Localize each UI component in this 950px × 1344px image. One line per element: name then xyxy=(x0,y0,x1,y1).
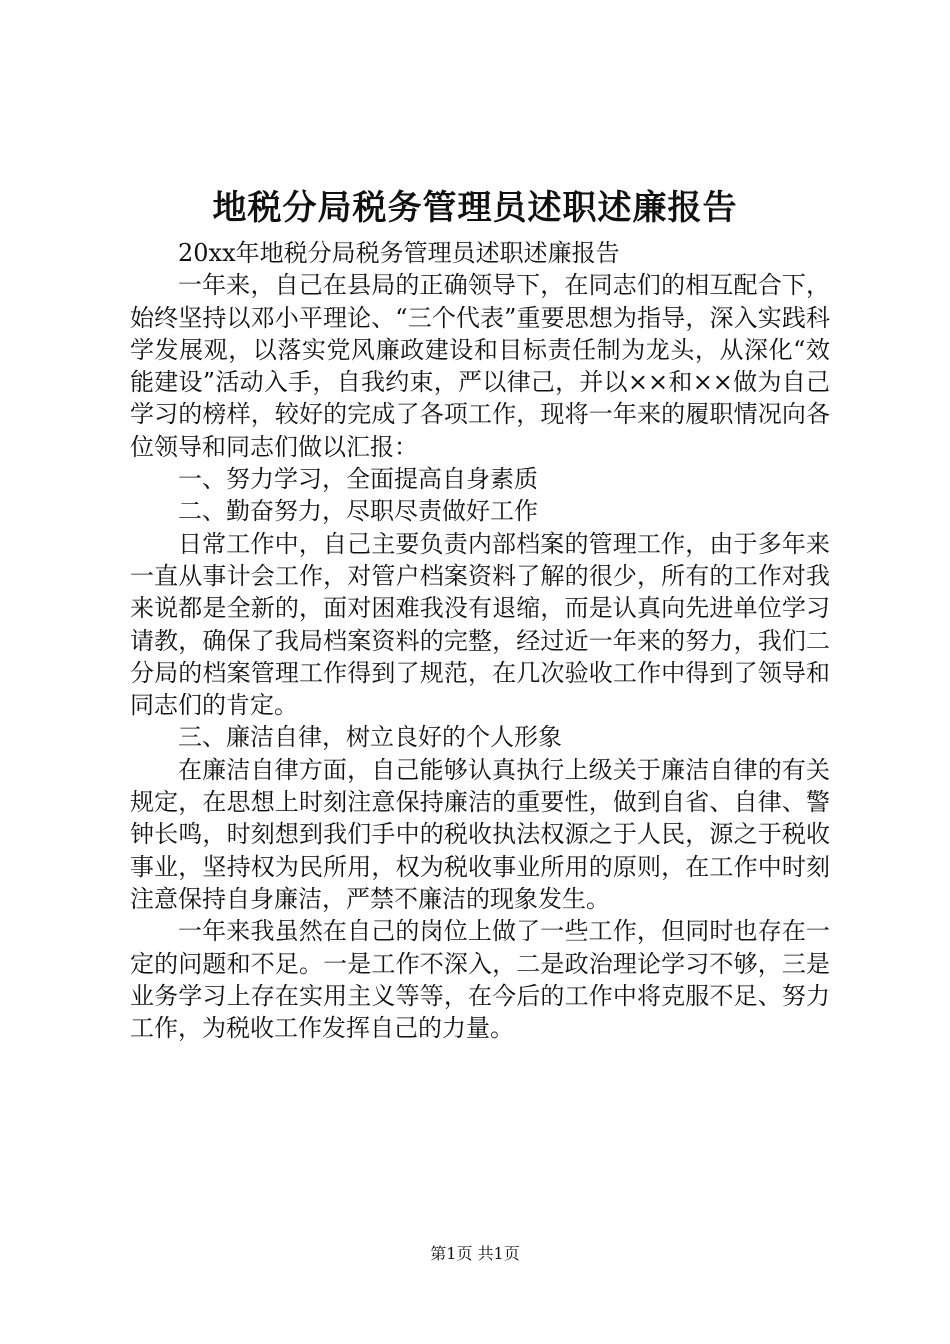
paragraph-subtitle: 20xx年地税分局税务管理员述职述廉报告 xyxy=(178,239,620,267)
section-heading-3: 三、廉洁自律，树立良好的个人形象 xyxy=(178,723,562,752)
paragraph-integrity: 在廉洁自律方面，自己能够认真执行上级关于廉洁自律的有关规定，在思想上时刻注意保持廉洁的重要性，做到自省、自律、警钟长鸣，时刻想到我们手中的税收执法权源之于人民，源之于税收事业，坚持权为民所用，权为税收事业所用的原则，在工作中时刻注意保持自身廉洁，严禁不廉洁的现象发生。 xyxy=(130,755,830,913)
paragraph-daily-work: 日常工作中，自己主要负责内部档案的管理工作，由于多年来一直从事计会工作，对管户档案资料了解的很少，所有的工作对我来说都是全新的，面对困难我没有退缩，而是认真向先进单位学习请教，确保了我局档案资料的完整，经过近一年来的努力，我们二分局的档案管理工作得到了规范，在几次验收工作中得到了领导和同志们的肯定。 xyxy=(130,529,830,720)
document-body xyxy=(130,237,830,1044)
section-heading-1: 一、努力学习，全面提高自身素质 xyxy=(178,465,538,494)
document-title: 地税分局税务管理员述职述廉报告 xyxy=(212,188,738,228)
page-footer: 第1页 共1页 xyxy=(430,1244,520,1263)
paragraph-conclusion: 一年来我虽然在自己的岗位上做了一些工作，但同时也存在一定的问题和不足。一是工作不深入，二是政治理论学习不够，三是业务学习上存在实用主义等等，在今后的工作中将克服不足、努力工作，为税收工作发挥自己的力量。 xyxy=(130,917,830,1043)
paragraph-intro: 一年来，自己在县局的正确领导下，在同志们的相互配合下，始终坚持以邓小平理论、“三个代表”重要思想为指导，深入实践科学发展观，以落实党风廉政建设和目标责任制为龙头，从深化“效能建设”活动入手，自我约束，严以律己，并以××和××做为自己学习的榜样，较好的完成了各项工作，现将一年来的履职情况向各位领导和同志们做以汇报： xyxy=(130,271,830,461)
section-heading-2: 二、勤奋努力，尽职尽责做好工作 xyxy=(178,497,538,526)
